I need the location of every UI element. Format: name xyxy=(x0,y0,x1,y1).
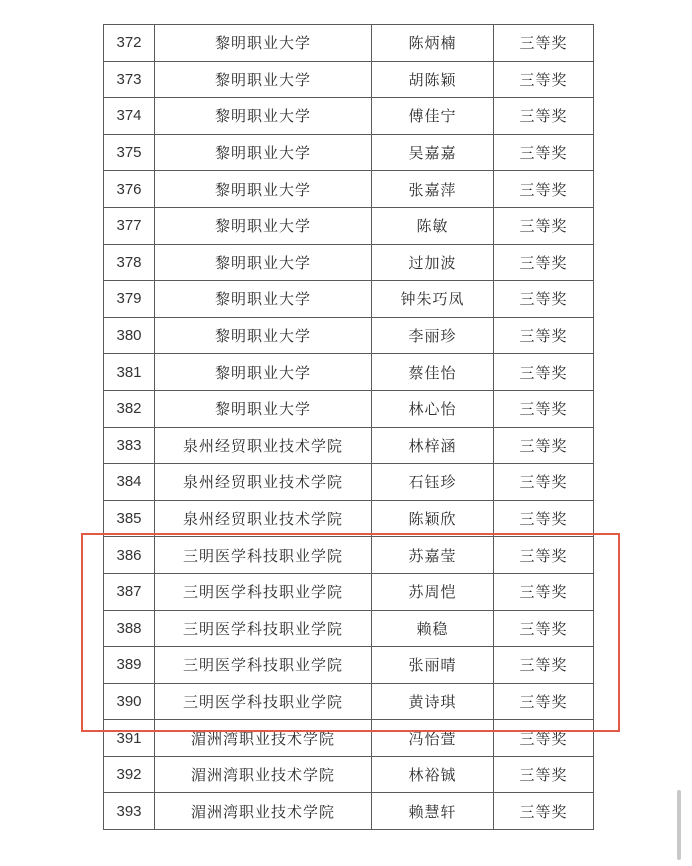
school-cell: 黎明职业大学 xyxy=(155,98,372,135)
award-level-cell: 三等奖 xyxy=(494,427,594,464)
school-cell: 湄洲湾职业技术学院 xyxy=(155,720,372,757)
student-name-cell: 蔡佳怡 xyxy=(372,354,494,391)
award-level-cell: 三等奖 xyxy=(494,647,594,684)
student-name-cell: 李丽珍 xyxy=(372,317,494,354)
award-level-cell: 三等奖 xyxy=(494,537,594,574)
school-cell: 湄洲湾职业技术学院 xyxy=(155,756,372,793)
award-level-cell: 三等奖 xyxy=(494,171,594,208)
table-row xyxy=(104,207,594,244)
row-number-cell: 387 xyxy=(104,573,155,610)
table-row xyxy=(104,390,594,427)
award-level-cell: 三等奖 xyxy=(494,756,594,793)
row-number-cell: 390 xyxy=(104,683,155,720)
award-list-body xyxy=(104,25,594,830)
table-row xyxy=(104,500,594,537)
student-name-cell: 赖慧轩 xyxy=(372,793,494,830)
table-row xyxy=(104,793,594,830)
award-level-cell: 三等奖 xyxy=(494,573,594,610)
award-level-cell: 三等奖 xyxy=(494,683,594,720)
row-number-cell: 393 xyxy=(104,793,155,830)
row-number-cell: 372 xyxy=(104,25,155,62)
table-row xyxy=(104,427,594,464)
row-number-cell: 385 xyxy=(104,500,155,537)
row-number-cell: 376 xyxy=(104,171,155,208)
award-level-cell: 三等奖 xyxy=(494,720,594,757)
student-name-cell: 钟朱巧凤 xyxy=(372,281,494,318)
row-number-cell: 391 xyxy=(104,720,155,757)
table-row xyxy=(104,317,594,354)
award-level-cell: 三等奖 xyxy=(494,61,594,98)
table-row xyxy=(104,683,594,720)
row-number-cell: 380 xyxy=(104,317,155,354)
student-name-cell: 陈炳楠 xyxy=(372,25,494,62)
award-level-cell: 三等奖 xyxy=(494,500,594,537)
school-cell: 黎明职业大学 xyxy=(155,281,372,318)
row-number-cell: 378 xyxy=(104,244,155,281)
table-row xyxy=(104,61,594,98)
school-cell: 黎明职业大学 xyxy=(155,171,372,208)
school-cell: 三明医学科技职业学院 xyxy=(155,610,372,647)
row-number-cell: 384 xyxy=(104,464,155,501)
student-name-cell: 冯怡萱 xyxy=(372,720,494,757)
student-name-cell: 张丽晴 xyxy=(372,647,494,684)
student-name-cell: 赖稳 xyxy=(372,610,494,647)
student-name-cell: 苏周恺 xyxy=(372,573,494,610)
award-level-cell: 三等奖 xyxy=(494,354,594,391)
student-name-cell: 张嘉萍 xyxy=(372,171,494,208)
school-cell: 三明医学科技职业学院 xyxy=(155,647,372,684)
table-row xyxy=(104,281,594,318)
school-cell: 黎明职业大学 xyxy=(155,207,372,244)
award-level-cell: 三等奖 xyxy=(494,793,594,830)
row-number-cell: 373 xyxy=(104,61,155,98)
student-name-cell: 吴嘉嘉 xyxy=(372,134,494,171)
row-number-cell: 377 xyxy=(104,207,155,244)
table-row xyxy=(104,25,594,62)
school-cell: 三明医学科技职业学院 xyxy=(155,573,372,610)
row-number-cell: 379 xyxy=(104,281,155,318)
student-name-cell: 林梓涵 xyxy=(372,427,494,464)
row-number-cell: 382 xyxy=(104,390,155,427)
school-cell: 黎明职业大学 xyxy=(155,244,372,281)
award-level-cell: 三等奖 xyxy=(494,207,594,244)
award-level-cell: 三等奖 xyxy=(494,25,594,62)
row-number-cell: 374 xyxy=(104,98,155,135)
row-number-cell: 388 xyxy=(104,610,155,647)
award-level-cell: 三等奖 xyxy=(494,244,594,281)
row-number-cell: 381 xyxy=(104,354,155,391)
school-cell: 泉州经贸职业技术学院 xyxy=(155,500,372,537)
table-row xyxy=(104,647,594,684)
award-level-cell: 三等奖 xyxy=(494,464,594,501)
school-cell: 湄洲湾职业技术学院 xyxy=(155,793,372,830)
school-cell: 三明医学科技职业学院 xyxy=(155,537,372,574)
row-number-cell: 383 xyxy=(104,427,155,464)
student-name-cell: 陈敏 xyxy=(372,207,494,244)
school-cell: 黎明职业大学 xyxy=(155,25,372,62)
student-name-cell: 林裕铖 xyxy=(372,756,494,793)
student-name-cell: 苏嘉莹 xyxy=(372,537,494,574)
student-name-cell: 陈颖欣 xyxy=(372,500,494,537)
school-cell: 泉州经贸职业技术学院 xyxy=(155,427,372,464)
table-row xyxy=(104,134,594,171)
student-name-cell: 黄诗琪 xyxy=(372,683,494,720)
school-cell: 黎明职业大学 xyxy=(155,390,372,427)
school-cell: 黎明职业大学 xyxy=(155,134,372,171)
row-number-cell: 389 xyxy=(104,647,155,684)
table-row xyxy=(104,537,594,574)
table-row xyxy=(104,98,594,135)
table-row xyxy=(104,756,594,793)
school-cell: 黎明职业大学 xyxy=(155,61,372,98)
student-name-cell: 傅佳宁 xyxy=(372,98,494,135)
row-number-cell: 386 xyxy=(104,537,155,574)
student-name-cell: 石钰珍 xyxy=(372,464,494,501)
table-row xyxy=(104,720,594,757)
student-name-cell: 林心怡 xyxy=(372,390,494,427)
award-level-cell: 三等奖 xyxy=(494,390,594,427)
award-level-cell: 三等奖 xyxy=(494,281,594,318)
table-row xyxy=(104,573,594,610)
school-cell: 黎明职业大学 xyxy=(155,354,372,391)
table-row xyxy=(104,464,594,501)
table-row xyxy=(104,610,594,647)
award-level-cell: 三等奖 xyxy=(494,134,594,171)
student-name-cell: 过加波 xyxy=(372,244,494,281)
table-row xyxy=(104,171,594,208)
row-number-cell: 375 xyxy=(104,134,155,171)
student-name-cell: 胡陈颖 xyxy=(372,61,494,98)
school-cell: 三明医学科技职业学院 xyxy=(155,683,372,720)
school-cell: 黎明职业大学 xyxy=(155,317,372,354)
award-list-table xyxy=(103,24,594,830)
row-number-cell: 392 xyxy=(104,756,155,793)
table-row xyxy=(104,354,594,391)
award-level-cell: 三等奖 xyxy=(494,610,594,647)
table-row xyxy=(104,244,594,281)
school-cell: 泉州经贸职业技术学院 xyxy=(155,464,372,501)
award-level-cell: 三等奖 xyxy=(494,317,594,354)
award-level-cell: 三等奖 xyxy=(494,98,594,135)
scrollbar[interactable] xyxy=(677,790,681,860)
